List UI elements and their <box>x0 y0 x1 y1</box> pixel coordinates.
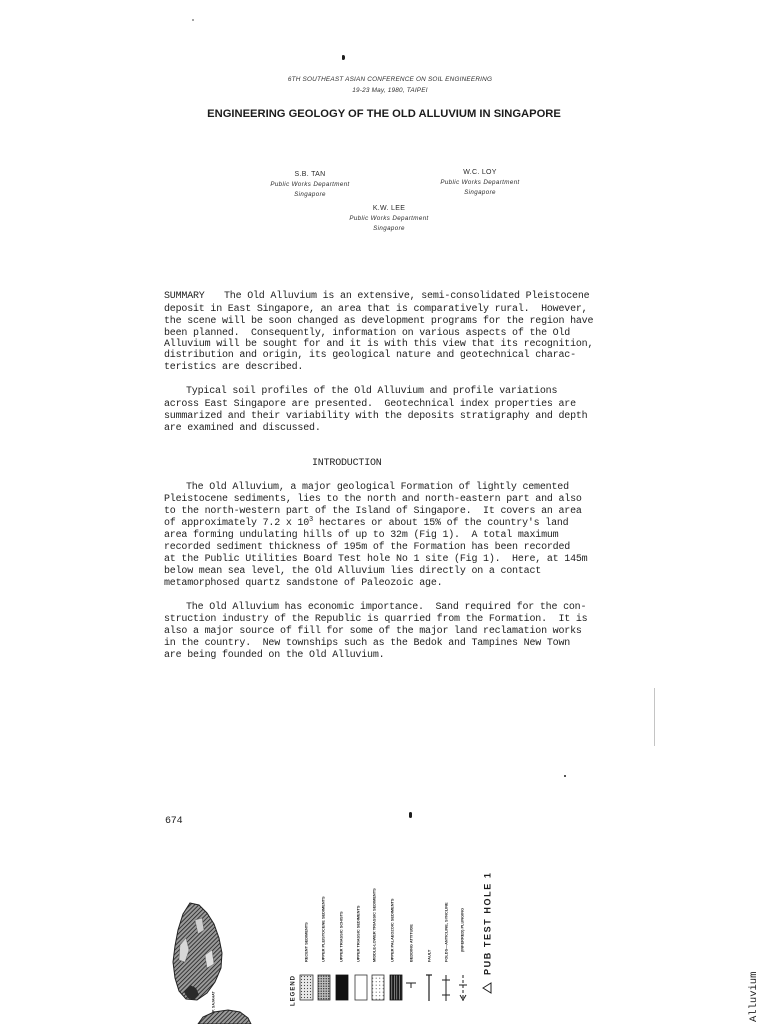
paragraph-line <box>164 518 568 530</box>
legend-label: RECENT SEDIMENTS <box>303 922 309 962</box>
author-name: W.C. LOY <box>463 169 497 176</box>
plunging-fold-icon <box>459 975 467 1001</box>
summary-line: deposit in East Singapore, an area that is comparatively rural. However, <box>164 304 588 315</box>
summary-line: the scene will be soon changed as development programs for the region have <box>164 316 594 327</box>
legend-swatch-middle-lower-triassic <box>372 975 384 1000</box>
legend-swatch-palaeozoic <box>390 975 402 1000</box>
paragraph-line: are being founded on the Old Alluvium. <box>164 650 385 661</box>
paragraph-line: Typical soil profiles of the Old Alluvium and profile variations <box>186 386 558 397</box>
paragraph-line: metamorphosed quartz sandstone of Paleozoic age. <box>164 578 443 589</box>
author-location: Singapore <box>373 225 405 232</box>
fault-icon <box>426 975 432 1001</box>
summary-line: Alluvium will be sought for and it is with this view that its recognition, <box>164 339 594 350</box>
paragraph-line: across East Singapore are presented. Geotechnical index properties are <box>164 399 576 410</box>
test-hole-label: PUB TEST HOLE 1 <box>482 871 493 975</box>
paragraph-line: also a major source of fill for some of the major land reclamation works <box>164 626 582 637</box>
paragraph-line: in the country. New townships such as the Bedok and Tampines New Town <box>164 638 571 649</box>
page-number: 674 <box>165 816 183 827</box>
legend-label: UPPER TRIASSIC SCHISTS <box>338 911 344 962</box>
section-heading: INTRODUCTION <box>312 458 382 469</box>
author-name: S.B. TAN <box>294 171 326 178</box>
fold-icon <box>442 975 450 1001</box>
legend-label: FOLDS—ANTICLINE, SYNCLINE <box>443 902 449 962</box>
bedding-attitude-icon <box>406 983 416 988</box>
paragraph-line: area forming undulating hills of up to 32m (Fig 1). A total maximum <box>164 530 559 541</box>
paragraph-line: to the north-western part of the Island of Singapore. It covers an area <box>164 506 582 517</box>
paragraph-line: summarized and their variability with the deposits stratigraphy and depth <box>164 411 588 422</box>
scan-speck <box>342 55 345 60</box>
line-text: of approximately 7.2 x 10 <box>164 518 310 529</box>
scan-speck <box>564 775 566 777</box>
conference-dates: 19-23 May, 1980, TAIPEI <box>352 87 428 94</box>
paragraph-line: at the Public Utilities Board Test hole No 1 site (Fig 1). Here, at 145m <box>164 554 588 565</box>
legend-title: LEGEND <box>290 974 297 1006</box>
author-department: Public Works Department <box>270 181 350 188</box>
line-text: hectares or about 15% of the country's land <box>313 518 569 529</box>
author-location: Singapore <box>294 191 326 198</box>
author-block <box>400 167 560 198</box>
test-hole-triangle-icon <box>483 983 491 993</box>
author-location: Singapore <box>464 189 496 196</box>
geology-map-figure <box>0 840 768 1024</box>
legend-label: BEDDING ATTITUDE <box>408 924 414 962</box>
author-department: Public Works Department <box>440 179 520 186</box>
legend-label: MIDDLE-LOWER TRIASSIC SEDIMENTS <box>371 888 377 962</box>
conference-name: 6TH SOUTHEAST ASIAN CONFERENCE ON SOIL ENGINEERING <box>287 76 493 83</box>
author-block <box>309 203 469 234</box>
paragraph-line: The Old Alluvium, a major geological Formation of lightly cemented <box>186 482 569 493</box>
legend-label: (INFERRED) PLUNGING <box>459 907 465 952</box>
island-map <box>173 903 222 1000</box>
summary-label: SUMMARY <box>164 291 205 302</box>
summary-line: teristics are described. <box>164 362 304 373</box>
paragraph-line: below mean sea level, the Old Alluvium lies directly on a contact <box>164 566 542 577</box>
summary-line: been planned. Consequently, information on various aspects of the Old <box>164 328 571 339</box>
legend-label: UPPER PALAEOZOIC SEDIMENTS <box>389 898 395 962</box>
paragraph-line: Pleistocene sediments, lies to the north and north-eastern part and also <box>164 494 582 505</box>
paragraph-line: struction industry of the Republic is quarried from the Formation. It is <box>164 614 588 625</box>
paragraph-line: The Old Alluvium has economic importance. Sand required for the con- <box>186 602 587 613</box>
legend-swatch-triassic-sediments <box>355 975 367 1000</box>
legend-swatch-recent-sediments <box>300 975 313 1000</box>
place-label: P. SAJAHAT <box>211 991 216 1012</box>
scan-line <box>654 688 655 746</box>
scan-speck <box>192 19 194 21</box>
scan-speck <box>409 812 412 818</box>
summary-line: distribution and origin, its geological nature and geotechnical charac- <box>164 350 576 361</box>
paragraph-line: recorded sediment thickness of 195m of the Formation has been recorded <box>164 542 571 553</box>
legend-label: UPPER TRIASSIC SEDIMENTS <box>355 905 361 962</box>
legend-label: UPPER PLEISTOCENE SEDIMENTS <box>320 896 326 962</box>
author-name: K.W. LEE <box>372 205 406 212</box>
edge-text: Alluvium <box>748 971 760 1022</box>
summary-line: The Old Alluvium is an extensive, semi-consolidated Pleistocene <box>224 291 590 302</box>
paper-title: ENGINEERING GEOLOGY OF THE OLD ALLUVIUM IN SINGAPORE <box>207 108 561 120</box>
author-department: Public Works Department <box>349 215 429 222</box>
exponent: 3 <box>309 516 314 524</box>
paragraph-line: are examined and discussed. <box>164 423 321 434</box>
author-block <box>230 169 390 200</box>
legend-swatch-triassic-schists <box>336 975 348 1000</box>
coastline-shape <box>198 1010 251 1024</box>
legend-swatch-upper-pleistocene <box>318 975 330 1000</box>
legend-label: FAULT <box>426 949 432 962</box>
